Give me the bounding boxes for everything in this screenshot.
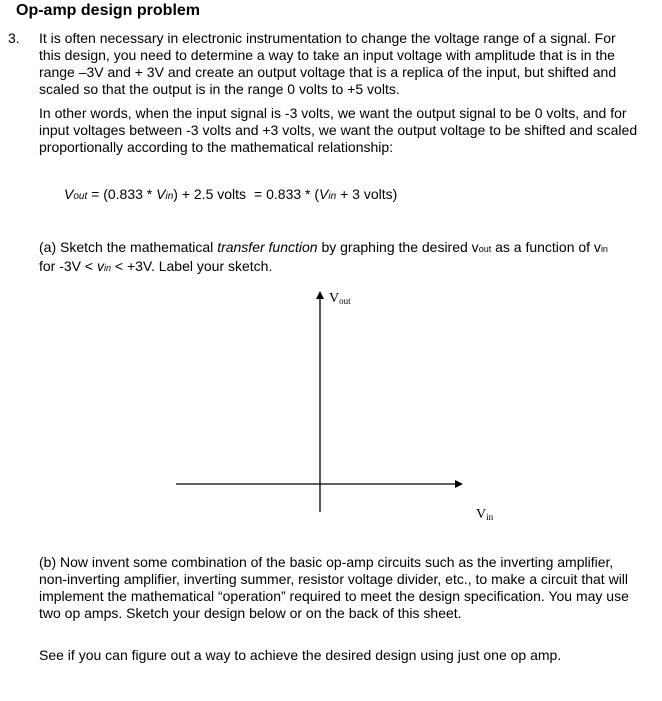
question-number: 3. (8, 30, 20, 46)
part-a-sub-out: out (478, 244, 492, 254)
y-axis-label (329, 291, 351, 307)
equation-part2: ) + 2.5 volts (173, 186, 247, 202)
part-a-prefix: (a) Sketch the mathematical (39, 239, 218, 255)
intro-paragraph: It is often necessary in electronic instrumentation to change the voltage range of a signal. For this design, you need to determine a way to take an input voltage with amplitude that is in the range –3V and + 3V and create an output voltage that is a replica of the input, but shifted and scaled so that the output is in the range 0 volts to +5 volts. (39, 30, 617, 97)
part-a-middle: by graphing the desired v (317, 239, 479, 255)
vin-symbol-2: V (319, 186, 329, 202)
equation-part3: = 0.833 * ( (254, 186, 320, 202)
vin-subscript-2: in (328, 191, 337, 202)
part-a-line2-suffix: < +3V. Label your sketch. (110, 258, 273, 274)
part-a-v-italic: v (96, 258, 104, 274)
vin-symbol: V (156, 186, 166, 202)
y-axis-label-v: V (329, 291, 340, 306)
page-title: Op-amp design problem (16, 2, 201, 19)
part-a-italic: transfer function (217, 239, 318, 255)
relationship-paragraph: In other words, when the input signal is -3 volts, we want the output signal to be 0 volts, and for input voltages between -3 volts and +3 volts, we want the output voltage to be shifted and scaled proportionally according to the mathematical relationship: (39, 105, 638, 155)
equation-part4: + 3 volts) (336, 186, 398, 202)
part-b-text: (b) Now invent some combination of the basic op-amp circuits such as the inverting amplifier, non-inverting amplifier, inverting summer, resistor voltage divider, etc., to make a circuit that will implement the mathematical “operation” required to meet the design specification. You may use two op amps. Sketch your design below or on the back of this sheet. (39, 554, 629, 621)
y-axis-arrowhead (316, 291, 324, 299)
x-axis-label-sub: in (486, 512, 494, 522)
y-axis-label-sub: out (339, 296, 351, 306)
x-axis-label-v: V (476, 507, 487, 522)
part-a-line2-prefix: for -3V < (39, 258, 97, 274)
vin-subscript: in (165, 191, 174, 202)
vout-symbol: V (64, 186, 74, 202)
part-a-sub-in-2: in (103, 263, 111, 273)
x-axis-arrowhead (455, 480, 463, 488)
vout-subscript: out (73, 191, 88, 202)
equation-part1: = (0.833 * (87, 186, 157, 202)
part-a-as-func: as a function of v (491, 239, 601, 255)
x-axis-label (476, 507, 493, 523)
part-c-text: See if you can figure out a way to achieve the desired design using just one op amp. (39, 647, 562, 663)
part-a-sub-in: in (600, 244, 608, 254)
